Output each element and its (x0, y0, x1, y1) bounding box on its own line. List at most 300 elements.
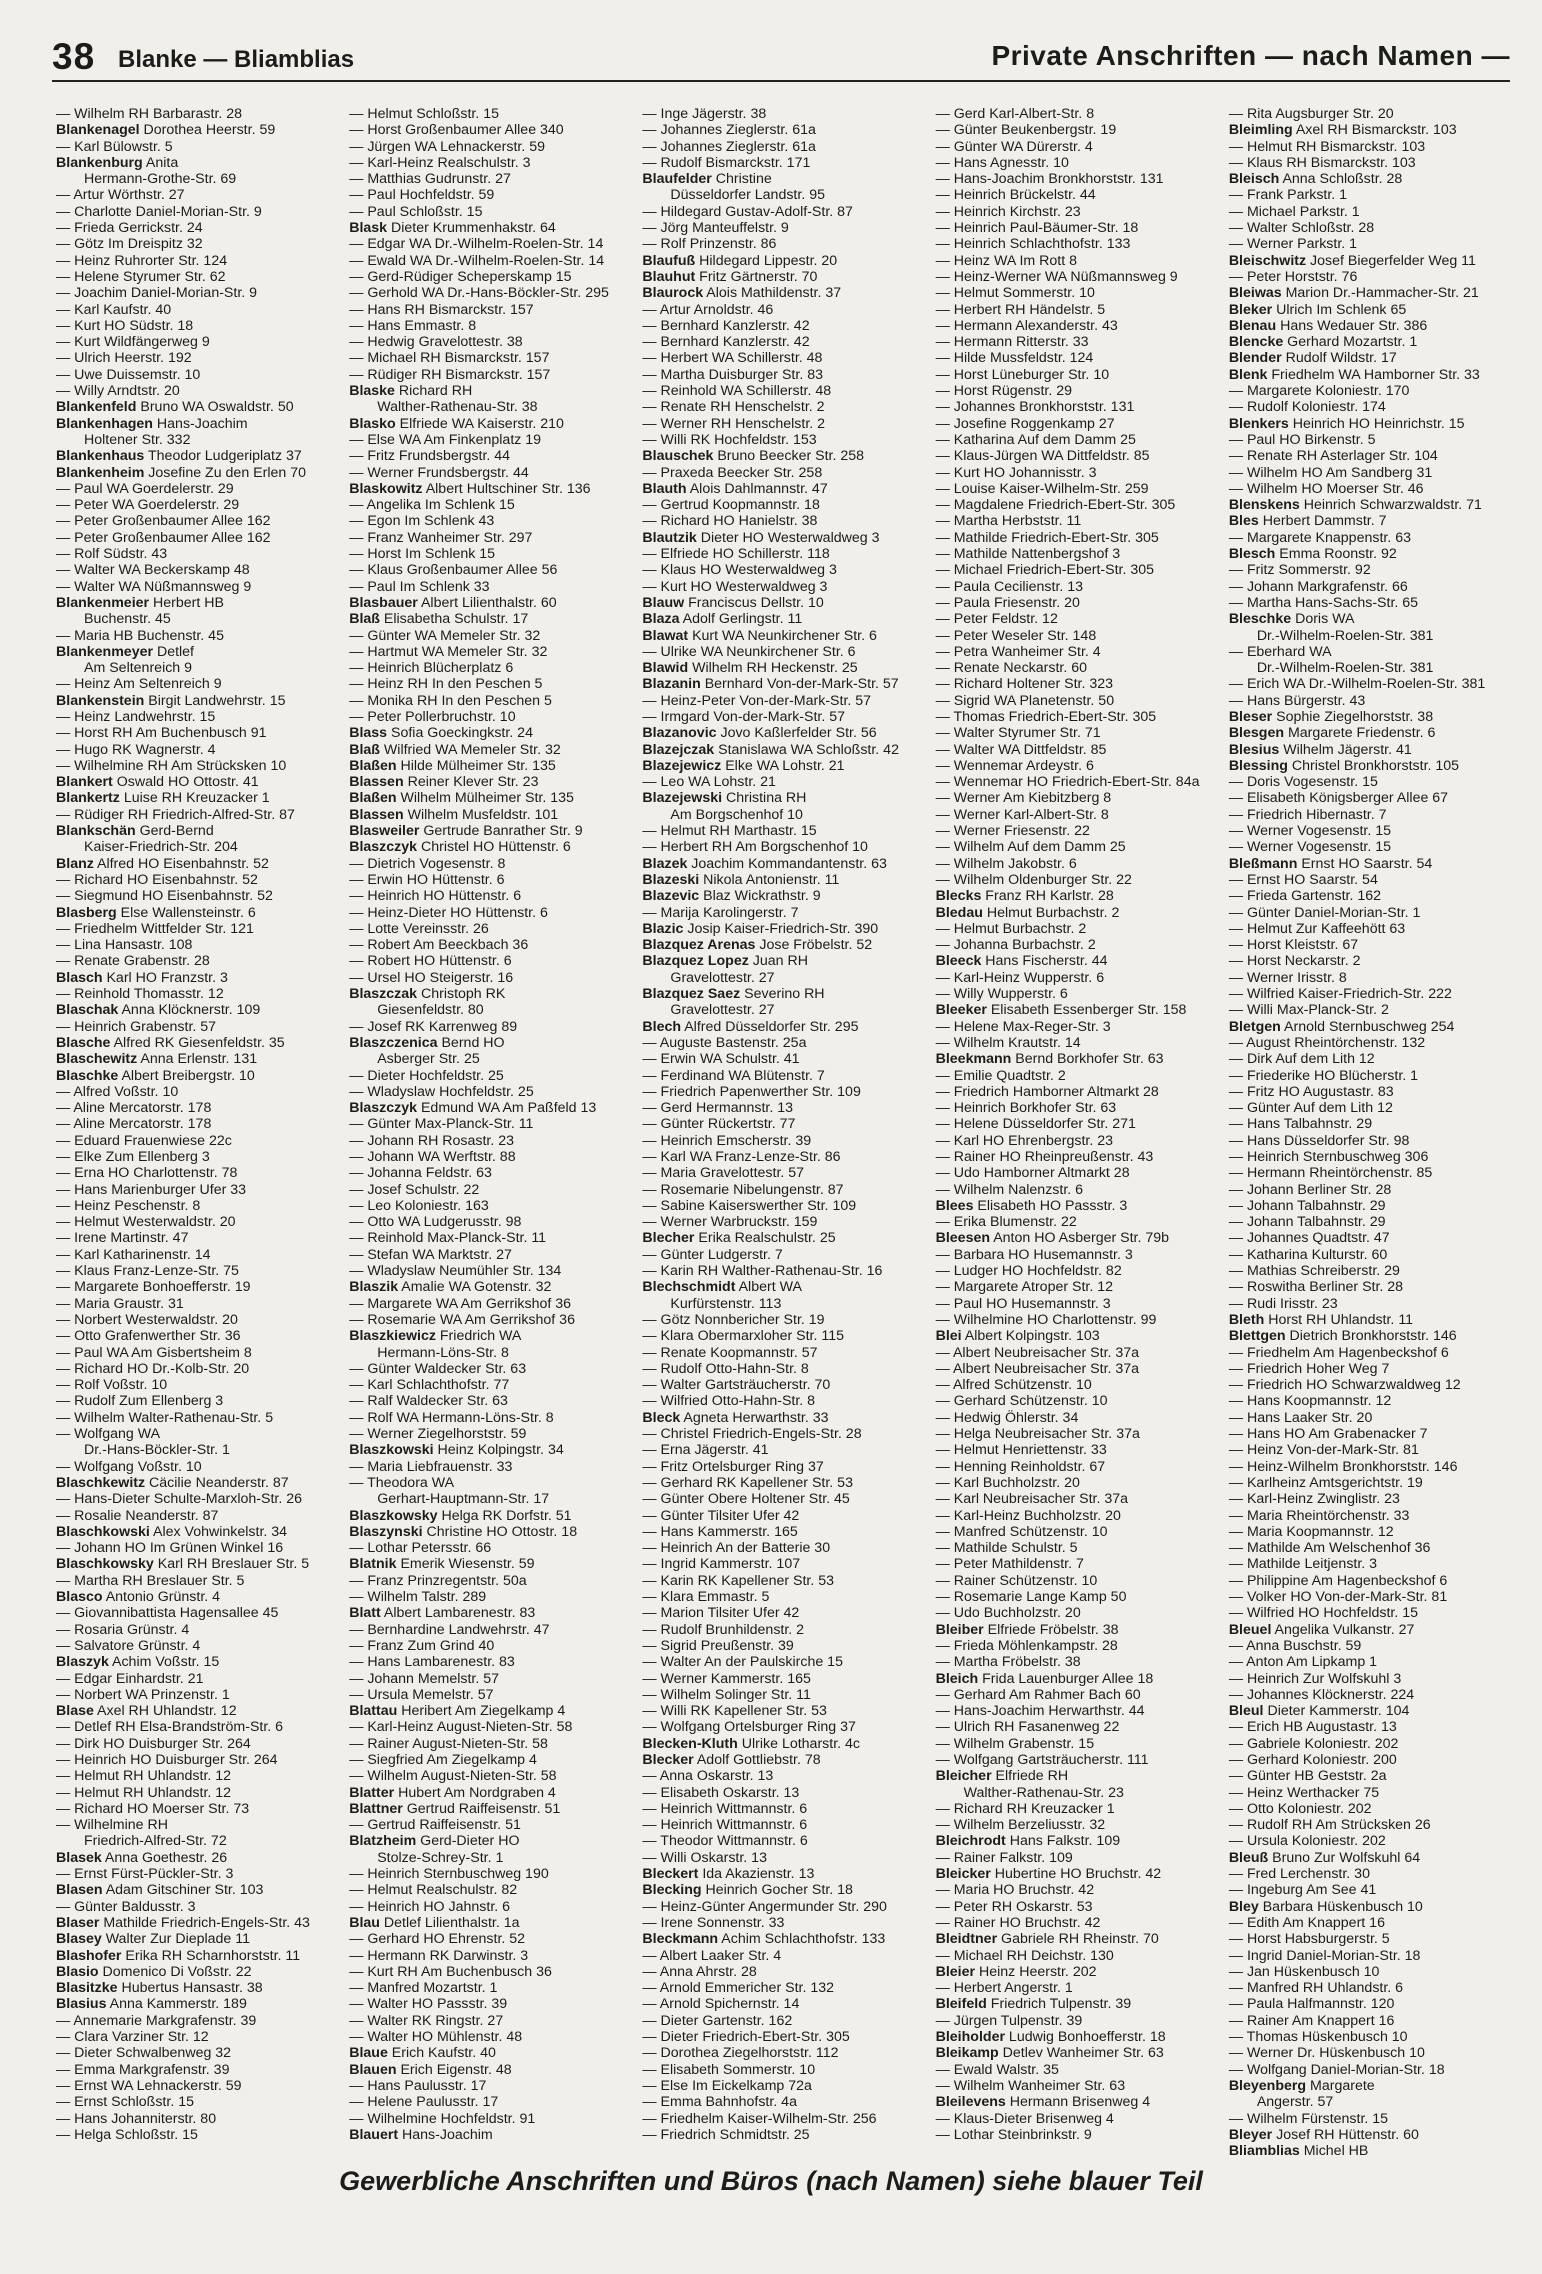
directory-entry: — Elisabeth Oskarstr. 13 (642, 1784, 800, 1801)
directory-entry: — Erich HB Augustastr. 13 (1228, 1719, 1397, 1736)
surname: Blankenhagen (56, 415, 153, 432)
directory-entry: — Heinz-Peter Von-der-Mark-Str. 57 (642, 692, 872, 709)
directory-entry-surname (349, 986, 632, 1002)
surname: Blazejewski (642, 790, 723, 807)
directory-entry: — Wolfgang Ortelsburger Ring 37 (642, 1719, 856, 1736)
entry-details: Karl HO Franzstr. 3 (102, 969, 228, 986)
entry-details: Josef RH Hüttenstr. 60 (1272, 2126, 1419, 2143)
directory-entry: — Leo WA Lohstr. 21 (642, 774, 776, 791)
surname: Blazejczak (642, 741, 715, 758)
directory-entry: — Karin RK Kapellener Str. 53 (642, 1572, 835, 1589)
directory-entry: — Horst Kleiststr. 67 (1228, 937, 1359, 954)
directory-entry: — Elisabeth Königsberger Allee 67 (1228, 790, 1449, 807)
entry-details: Hans Wedauer Str. 386 (1276, 317, 1428, 334)
directory-entry: — Karin RH Walther-Rathenau-Str. 16 (642, 1263, 883, 1280)
surname: Blaszynski (349, 1523, 423, 1540)
directory-entry-surname (1229, 1312, 1512, 1328)
surname: Blankertz (56, 790, 120, 807)
directory-entry: — Karl Bülowstr. 5 (56, 138, 173, 155)
directory-entry: — Erna HO Charlottenstr. 78 (56, 1165, 238, 1182)
directory-entry: — Maria Rheintörchenstr. 33 (1228, 1507, 1410, 1524)
directory-entry: — Karl Schlachthofstr. 77 (349, 1377, 510, 1394)
surname: Blazanin (642, 676, 701, 693)
directory-entry: — Hans Talbahnstr. 29 (1228, 1116, 1373, 1133)
directory-entry: — Franz Zum Grind 40 (349, 1637, 495, 1654)
directory-entry: — Elfriede HO Schillerstr. 118 (642, 546, 830, 563)
directory-entry: — Rosaria Grünstr. 4 (56, 1621, 190, 1638)
directory-entry: — Richard Holtener Str. 323 (935, 676, 1114, 693)
surname: Blautzik (642, 529, 697, 546)
directory-entry-surname (56, 399, 339, 415)
directory-entry: — Horst Lüneburger Str. 10 (935, 366, 1110, 383)
surname: Bleth (1228, 1311, 1265, 1328)
directory-entry: — Günter Beukenbergstr. 19 (935, 122, 1117, 139)
directory-entry-surname (1229, 367, 1512, 383)
directory-entry: — Peter WA Goerdelerstr. 29 (56, 497, 240, 514)
directory-entry: — Rainer Schützenstr. 10 (935, 1572, 1098, 1589)
directory-entry: — Paul Im Schlenk 33 (349, 578, 490, 595)
entry-details: Mathilde Friedrich-Engels-Str. 43 (99, 1914, 310, 1931)
entry-details: Axel RH Bismarckstr. 103 (1292, 122, 1457, 139)
directory-entry: — Werner Vogesenstr. 15 (1228, 839, 1392, 856)
directory-entry-surname (642, 1019, 925, 1035)
directory-entry: — Wilhelm Walter-Rathenau-Str. 5 (56, 1409, 274, 1426)
surname: Blazejewicz (642, 757, 722, 774)
directory-entry: — Arnold Spichernstr. 14 (642, 1996, 800, 2013)
directory-entry-surname (1229, 611, 1512, 627)
surname: Blecker (642, 1751, 694, 1768)
directory-entry: — Johannes Zieglerstr. 61a (642, 138, 816, 155)
directory-entry: — Wilhelm RH Barbarastr. 28 (56, 106, 243, 122)
directory-entry: — Mathilde Schulstr. 5 (935, 1540, 1078, 1557)
entry-details: Horst RH Uhlandstr. 11 (1264, 1311, 1414, 1328)
directory-entry: — Artur Arnoldstr. 46 (642, 301, 774, 318)
surname: Bletgen (1228, 1018, 1281, 1035)
directory-entry-surname (1229, 253, 1512, 269)
directory-entry: — Irmgard Von-der-Mark-Str. 57 (642, 708, 846, 725)
directory-entry: — Margarete Atroper Str. 12 (935, 1279, 1114, 1296)
directory-entry: — Werner Ziegelhorststr. 59 (349, 1426, 527, 1443)
directory-entry: — Johannes Quadtstr. 47 (1228, 1230, 1390, 1247)
directory-entry: — Richard HO Eisenbahnstr. 52 (56, 871, 258, 888)
directory-entry: — Udo Buchholzstr. 20 (935, 1605, 1081, 1622)
directory-entry: — Rainer Falkstr. 109 (935, 1849, 1073, 1866)
surname: Blenk (1228, 366, 1268, 383)
directory-entry: — Ludger HO Hochfeldstr. 82 (935, 1263, 1122, 1280)
surname: Bleckert (642, 1866, 699, 1883)
directory-entry: — Heinrich Wittmannstr. 6 (642, 1800, 808, 1817)
directory-entry: — Wilhelm HO Am Sandberg 31 (1228, 464, 1433, 481)
entry-details: Alois Dahlmannstr. 47 (686, 480, 828, 497)
surname: Blaue (349, 2045, 388, 2062)
directory-entry: — Friedrich HO Schwarzwaldweg 12 (1228, 1377, 1461, 1394)
directory-entry: — Wilhelm HO Moerser Str. 46 (1228, 480, 1424, 497)
entry-details: Elfriede WA Kaiserstr. 210 (395, 415, 564, 432)
directory-entry: — Emilie Quadtstr. 2 (935, 1067, 1066, 1084)
directory-entry: — Heinrich Paul-Bäumer-Str. 18 (935, 220, 1139, 237)
entry-details: Christine HO Ottostr. 18 (422, 1523, 578, 1540)
directory-entry: — Gerd-Rüdiger Scheperskamp 15 (349, 268, 572, 285)
directory-entry: — Wladyslaw Neumühler Str. 134 (349, 1263, 562, 1280)
directory-entry-surname (1229, 1899, 1512, 1915)
surname: Bleul (1228, 1703, 1264, 1720)
directory-column-3 (642, 106, 935, 2146)
directory-entry: — Heinz Ruhrorter Str. 124 (56, 252, 228, 269)
directory-entry: — Hans Koopmannstr. 12 (1228, 1393, 1392, 1410)
directory-entry: — Klaus RH Bismarckstr. 103 (1228, 154, 1416, 171)
surname: Blecking (642, 1882, 702, 1899)
surname: Bleidtner (935, 1931, 998, 1948)
directory-entry: — Peter Weseler Str. 148 (935, 627, 1097, 644)
directory-entry: — Theodora WA (349, 1474, 455, 1491)
entry-details: Wilfried WA Memeler Str. 32 (379, 741, 561, 758)
directory-entry: — Manfred Schützenstr. 10 (935, 1523, 1108, 1540)
surname: Bleiwas (1228, 285, 1282, 302)
directory-entry-surname (642, 921, 925, 937)
directory-entry: — Rosemarie Lange Kamp 50 (935, 1589, 1127, 1606)
directory-entry: — Lina Hansastr. 108 (56, 937, 193, 954)
surname: Blecks (935, 888, 982, 905)
directory-entry: — Klaus Großenbaumer Allee 56 (349, 562, 558, 579)
directory-entry: — Kurt HO Westerwaldweg 3 (642, 578, 828, 595)
directory-entry: — Salvatore Grünstr. 4 (56, 1637, 201, 1654)
directory-entry: — Wilfried Kaiser-Friedrich-Str. 222 (1228, 986, 1452, 1003)
directory-entry: — Walter WA Dittfeldstr. 85 (935, 741, 1107, 758)
directory-entry: — Heinrich HO Jahnstr. 6 (349, 1898, 511, 1915)
directory-entry: — Walter WA Beckerskamp 48 (56, 562, 250, 579)
directory-entry: — Michael Parkstr. 1 (1228, 203, 1360, 220)
surname: Blaszkowsky (349, 1507, 438, 1524)
surname: Blankenheim (56, 464, 145, 481)
directory-entry: — Mathilde Leitjenstr. 3 (1228, 1556, 1378, 1573)
surname: Blawat (642, 627, 689, 644)
directory-entry: — Dieter Friedrich-Ebert-Str. 305 (642, 2029, 850, 2046)
directory-entry-surname (349, 742, 632, 758)
directory-entry-surname (642, 986, 925, 1002)
directory-entry: — Ralf Waldecker Str. 63 (349, 1393, 508, 1410)
directory-entry: — Albert Laaker Str. 4 (642, 1947, 782, 1964)
directory-entry: — Michael RH Deichstr. 130 (935, 1947, 1114, 1964)
directory-entry: — Manfred Mozartstr. 1 (349, 1980, 498, 1997)
surname: Blasen (56, 1882, 103, 1899)
directory-entry: — Ursula Memelstr. 57 (349, 1686, 494, 1703)
directory-entry: — Horst RH Am Buchenbusch 91 (56, 725, 267, 742)
directory-entry: — Horst Im Schlenk 15 (349, 546, 496, 563)
directory-entry: — Michael RH Bismarckstr. 157 (349, 350, 550, 367)
directory-entry: — Margarete Bonhoefferstr. 19 (56, 1279, 251, 1296)
directory-entry: — Dieter Hochfeldstr. 25 (349, 1067, 504, 1084)
entry-details: Walter Zur Dieplade 11 (101, 1931, 250, 1948)
directory-entry: — Johann Memelstr. 57 (349, 1670, 500, 1687)
directory-entry: — Frank Parkstr. 1 (1228, 187, 1348, 204)
directory-entry: — Horst Habsburgerstr. 5 (1228, 1931, 1390, 1948)
entry-details: Adam Gitschiner Str. 103 (102, 1882, 264, 1899)
directory-entry-continuation: Gerhart-Hauptmann-Str. 17 (377, 1491, 550, 1508)
directory-entry-surname (349, 2045, 632, 2061)
entry-details: Heinz Kolpingstr. 34 (433, 1442, 564, 1459)
directory-entry: — Peter Feldstr. 12 (935, 611, 1058, 628)
directory-entry: — Wladyslaw Hochfeldstr. 25 (349, 1083, 534, 1100)
directory-entry: — Wennemar HO Friedrich-Ebert-Str. 84a (935, 774, 1200, 791)
directory-entry: — Jürgen Tulpenstr. 39 (935, 2012, 1083, 2029)
directory-entry: — Helene Max-Reger-Str. 3 (935, 1018, 1111, 1035)
directory-entry: — Barbara HO Husemannstr. 3 (935, 1246, 1133, 1263)
directory-entry-surname (1229, 122, 1512, 138)
directory-entry-surname (936, 953, 1219, 969)
entry-details: Erich Eigenstr. 48 (396, 2061, 512, 2078)
entry-details: Wilhelm Mülheimer Str. 135 (396, 790, 574, 807)
directory-entry: — Ulrike WA Neunkirchener Str. 6 (642, 643, 856, 660)
directory-entry: — Josef RK Karrenweg 89 (349, 1018, 518, 1035)
directory-entry: — Wilhelm Berzeliusstr. 32 (935, 1817, 1106, 1834)
entry-details: Gerd-Dieter HO (416, 1833, 520, 1850)
directory-entry: — Ulrich RH Fasanenweg 22 (935, 1719, 1120, 1736)
directory-entry-surname (56, 970, 339, 986)
directory-entry: — Albert Neubreisacher Str. 37a (935, 1360, 1140, 1377)
directory-entry-surname (1229, 742, 1512, 758)
directory-entry: — Renate Koopmannstr. 57 (642, 1344, 818, 1361)
surname: Bley (1228, 1898, 1259, 1915)
directory-entry: — Detlef RH Elsa-Brandström-Str. 6 (56, 1719, 284, 1736)
directory-entry: — Klaus-Jürgen WA Dittfeldstr. 85 (935, 448, 1150, 465)
directory-entry: — Wilhelmine Hochfeldstr. 91 (349, 2110, 536, 2127)
directory-entry: — Clara Varziner Str. 12 (56, 2029, 209, 2046)
directory-entry-surname (349, 1328, 632, 1344)
directory-entry: — Rosalie Neanderstr. 87 (56, 1507, 219, 1524)
directory-entry: — Robert HO Hüttenstr. 6 (349, 953, 512, 970)
directory-entry: — Maria Koopmannstr. 12 (1228, 1523, 1394, 1540)
directory-entry: — Uwe Duissemstr. 10 (56, 366, 201, 383)
directory-entry: — Paula Cecilienstr. 13 (935, 578, 1084, 595)
entry-details: Hans Fischerstr. 44 (981, 953, 1108, 970)
directory-entry: — Wilhelm Nalenzstr. 6 (935, 1181, 1084, 1198)
entry-details: Josip Kaiser-Friedrich-Str. 390 (683, 920, 879, 937)
directory-entry: — Wolfgang WA (56, 1426, 161, 1443)
surname: Blaszyk (56, 1654, 109, 1671)
directory-entry: — Martha Duisburger Str. 83 (642, 366, 823, 383)
directory-entry: — Gerhard Schützenstr. 10 (935, 1393, 1108, 1410)
directory-entry-surname (56, 1931, 339, 1947)
directory-entry: — Irene Sonnenstr. 33 (642, 1914, 785, 1931)
directory-entry-surname (349, 1508, 632, 1524)
directory-entry: — Johann Markgrafenstr. 66 (1228, 578, 1408, 595)
directory-entry: — Walter RK Ringstr. 27 (349, 2012, 504, 2029)
surname: Blaschewitz (56, 1051, 138, 1068)
entry-details: Herbert Dammstr. 7 (1258, 513, 1387, 530)
directory-entry-surname (936, 1622, 1219, 1638)
directory-entry: — Heinrich Kirchstr. 23 (935, 203, 1081, 220)
directory-entry: — Willi Max-Planck-Str. 2 (1228, 1002, 1389, 1019)
directory-entry: — Walter HO Passstr. 39 (349, 1996, 508, 2013)
directory-entry: — Walter HO Mühlenstr. 48 (349, 2029, 523, 2046)
directory-entry: — Giovannibattista Hagensallee 45 (56, 1605, 279, 1622)
directory-entry-surname (642, 742, 925, 758)
directory-entry: — Dieter Gartenstr. 162 (642, 2012, 793, 2029)
directory-entry-surname (642, 481, 925, 497)
entry-details: Gerd-Bernd (135, 823, 214, 840)
entry-details: Ludwig Bonhoefferstr. 18 (1004, 2029, 1166, 2046)
directory-entry: — Rolf Prinzenstr. 86 (642, 236, 777, 253)
surname: Blessing (1228, 757, 1288, 774)
directory-entry: — Margarete WA Am Gerrikshof 36 (349, 1295, 572, 1312)
directory-entry-continuation: Hermann-Löns-Str. 8 (377, 1344, 509, 1361)
directory-entry: — Maria HO Bruchstr. 42 (935, 1882, 1095, 1899)
directory-entry-continuation: Buchenstr. 45 (84, 611, 171, 628)
directory-entry: — Aline Mercatorstr. 178 (56, 1100, 212, 1117)
directory-entry: — Karl Kaufstr. 40 (56, 301, 172, 318)
directory-entry-surname (1229, 709, 1512, 725)
directory-entry-surname (349, 790, 632, 806)
surname: Blaskowitz (349, 480, 423, 497)
directory-entry: — Wilhelm Oldenburger Str. 22 (935, 871, 1132, 888)
directory-entry-surname (1229, 171, 1512, 187)
entry-details: Albert Hultschiner Str. 136 (422, 480, 591, 497)
directory-entry: — Karlheinz Amtsgerichtstr. 19 (1228, 1474, 1423, 1491)
directory-entry: — Martha Fröbelstr. 38 (935, 1654, 1081, 1671)
surname: Blasco (56, 1589, 103, 1606)
directory-entry-surname (642, 953, 925, 969)
directory-entry: — Peter RH Oskarstr. 53 (935, 1898, 1093, 1915)
surname: Blaßen (349, 757, 397, 774)
entry-details: Michel HB (1299, 2143, 1369, 2160)
directory-entry: — Hans Johanniterstr. 80 (56, 2110, 217, 2127)
directory-entry-continuation: Walther-Rathenau-Str. 38 (377, 399, 538, 416)
directory-entry: — Fred Lerchenstr. 30 (1228, 1866, 1370, 1883)
directory-entry: — Walter Schloßstr. 28 (1228, 220, 1375, 237)
surname: Blauw (642, 594, 685, 611)
surname: Blesius (1228, 741, 1280, 758)
directory-entry: — Wilfried HO Hochfeldstr. 15 (1228, 1605, 1419, 1622)
directory-entry-surname (936, 2029, 1219, 2045)
directory-entry: — Heinrich Wittmannstr. 6 (642, 1817, 808, 1834)
directory-entry: — Friedrich Papenwerther Str. 109 (642, 1083, 861, 1100)
directory-entry-surname (1229, 2078, 1512, 2094)
directory-entry: — Marion Tilsiter Ufer 42 (642, 1605, 800, 1622)
directory-entry: — Karl-Heinz Realschulstr. 3 (349, 154, 531, 171)
directory-entry: — Werner Am Kiebitzberg 8 (935, 790, 1112, 807)
surname: Blaß (349, 611, 380, 628)
surname: Blech (642, 1018, 682, 1035)
surname: Blazevic (642, 888, 700, 905)
directory-entry: — Karl WA Franz-Lenze-Str. 86 (642, 1149, 841, 1165)
surname: Blatt (349, 1605, 381, 1622)
directory-entry: — Erich WA Dr.-Wilhelm-Roelen-Str. 381 (1228, 676, 1486, 693)
entry-details: Severino RH (740, 986, 825, 1003)
entry-details: Ulrich Im Schlenk 65 (1272, 301, 1407, 318)
directory-entry: — Rudi Irisstr. 23 (1228, 1295, 1338, 1312)
directory-entry-continuation: Düsseldorfer Landstr. 95 (670, 187, 825, 204)
directory-entry: — August Rheintörchenstr. 132 (1228, 1034, 1426, 1051)
directory-entry: — Paula Friesenstr. 20 (935, 594, 1080, 611)
directory-entry: — Heinz-Wilhelm Bronkhorststr. 146 (1228, 1458, 1458, 1475)
surname: Bleyer (1228, 2126, 1273, 2143)
directory-entry: — Sabine Kaiserswerther Str. 109 (642, 1197, 857, 1214)
directory-entry-surname (349, 839, 632, 855)
entry-details: Friedrich WA (435, 1328, 522, 1345)
directory-entry: — Klaus HO Westerwaldweg 3 (642, 562, 837, 579)
surname: Blasko (349, 415, 396, 432)
directory-entry-surname (56, 1589, 339, 1605)
directory-entry: — Bernhard Kanzlerstr. 42 (642, 317, 810, 334)
directory-entry-surname (642, 856, 925, 872)
surname: Bleicher (935, 1768, 992, 1785)
directory-entry: — Hans Laaker Str. 20 (1228, 1409, 1373, 1426)
surname: Blankenmeier (56, 594, 150, 611)
directory-entry-surname (1229, 1328, 1512, 1344)
directory-entry: — Charlotte Daniel-Morian-Str. 9 (56, 203, 262, 220)
directory-entry: — Paul HO Husemannstr. 3 (935, 1295, 1111, 1312)
surname: Blasius (56, 1996, 107, 2013)
directory-entry: — Günter Daniel-Morian-Str. 1 (1228, 904, 1421, 921)
directory-entry: — Norbert WA Prinzenstr. 1 (56, 1686, 230, 1703)
surname: Blaszkiewicz (349, 1328, 436, 1345)
directory-entry: — Helene Paulusstr. 17 (349, 2094, 499, 2111)
surname: Blankenhaus (56, 448, 145, 465)
directory-entry: — Johanna Burbachstr. 2 (935, 937, 1096, 954)
directory-entry: — Louise Kaiser-Wilhelm-Str. 259 (935, 480, 1149, 497)
directory-entry: — Werner Friesenstr. 22 (935, 823, 1090, 840)
entry-details: Albert Lambarenestr. 83 (380, 1605, 536, 1622)
directory-entry: — Heinz RH In den Peschen 5 (349, 676, 543, 693)
directory-entry: — Thomas Friedrich-Ebert-Str. 305 (935, 708, 1157, 725)
entry-details: Heribert Am Ziegelkamp 4 (397, 1703, 566, 1720)
surname: Blees (935, 1197, 974, 1214)
entry-details: Elisabeth HO Passstr. 3 (973, 1197, 1128, 1214)
directory-entry: — Mathilde Am Welschenhof 36 (1228, 1540, 1431, 1557)
directory-entry-surname (936, 1996, 1219, 2012)
directory-entry-continuation: Asberger Str. 25 (377, 1051, 480, 1068)
directory-entry-surname (642, 1931, 925, 1947)
directory-entry: — Herbert Angerstr. 1 (935, 1980, 1073, 1997)
directory-entry: — Dorothea Ziegelhorststr. 112 (642, 2045, 839, 2062)
directory-entry: — Hildegard Gustav-Adolf-Str. 87 (642, 203, 853, 220)
surname: Blaschkowski (56, 1523, 150, 1540)
surname: Bleekmann (935, 1051, 1012, 1068)
directory-entry: — Doris Vogesenstr. 15 (1228, 774, 1378, 791)
directory-entry: — Heinz Von-der-Mark-Str. 81 (1228, 1442, 1419, 1459)
entry-details: Frida Lauenburger Allee 18 (978, 1670, 1154, 1687)
directory-entry: — Marija Karolingerstr. 7 (642, 904, 799, 921)
directory-entry: — Wilhelmine HO Charlottenstr. 99 (935, 1311, 1157, 1328)
directory-entry: — Auguste Bastenstr. 25a (642, 1034, 807, 1051)
directory-column-1 (56, 106, 349, 2146)
directory-entry: — Karl-Heinz Wupperstr. 6 (935, 969, 1105, 986)
surname: Blasche (56, 1034, 111, 1051)
directory-entry: — Peter Großenbaumer Allee 162 (56, 529, 271, 546)
directory-entry: — Irene Martinstr. 47 (56, 1230, 189, 1247)
entry-details: Emma Roonstr. 92 (1275, 546, 1397, 563)
directory-entry: — Rolf Voßstr. 10 (56, 1377, 168, 1394)
directory-entry: — Sigrid WA Planetenstr. 50 (935, 692, 1115, 709)
directory-entry-surname (56, 1996, 339, 2012)
directory-entry-surname (642, 937, 925, 953)
directory-entry: — Heinz-Werner WA Nüßmannsweg 9 (935, 268, 1178, 285)
directory-entry-surname (642, 1279, 925, 1295)
directory-entry-surname (349, 1100, 632, 1116)
surname: Blesgen (1228, 725, 1285, 742)
directory-entry: — Dirk HO Duisburger Str. 264 (56, 1735, 251, 1752)
directory-entry-surname (349, 481, 632, 497)
directory-entry-surname (349, 2062, 632, 2078)
directory-entry: — Magdalene Friedrich-Ebert-Str. 305 (935, 497, 1176, 514)
entry-details: Christina RH (722, 790, 807, 807)
directory-entry: — Wilhelm Krautstr. 14 (935, 1034, 1081, 1051)
directory-entry: — Alfred Schützenstr. 10 (935, 1377, 1092, 1394)
directory-entry: — Helene Styrumer Str. 62 (56, 268, 226, 285)
surname: Blankenburg (56, 154, 143, 171)
directory-entry: — Anna Oskarstr. 13 (642, 1768, 774, 1785)
directory-entry: — Friedhelm Wittfelder Str. 121 (56, 920, 254, 937)
